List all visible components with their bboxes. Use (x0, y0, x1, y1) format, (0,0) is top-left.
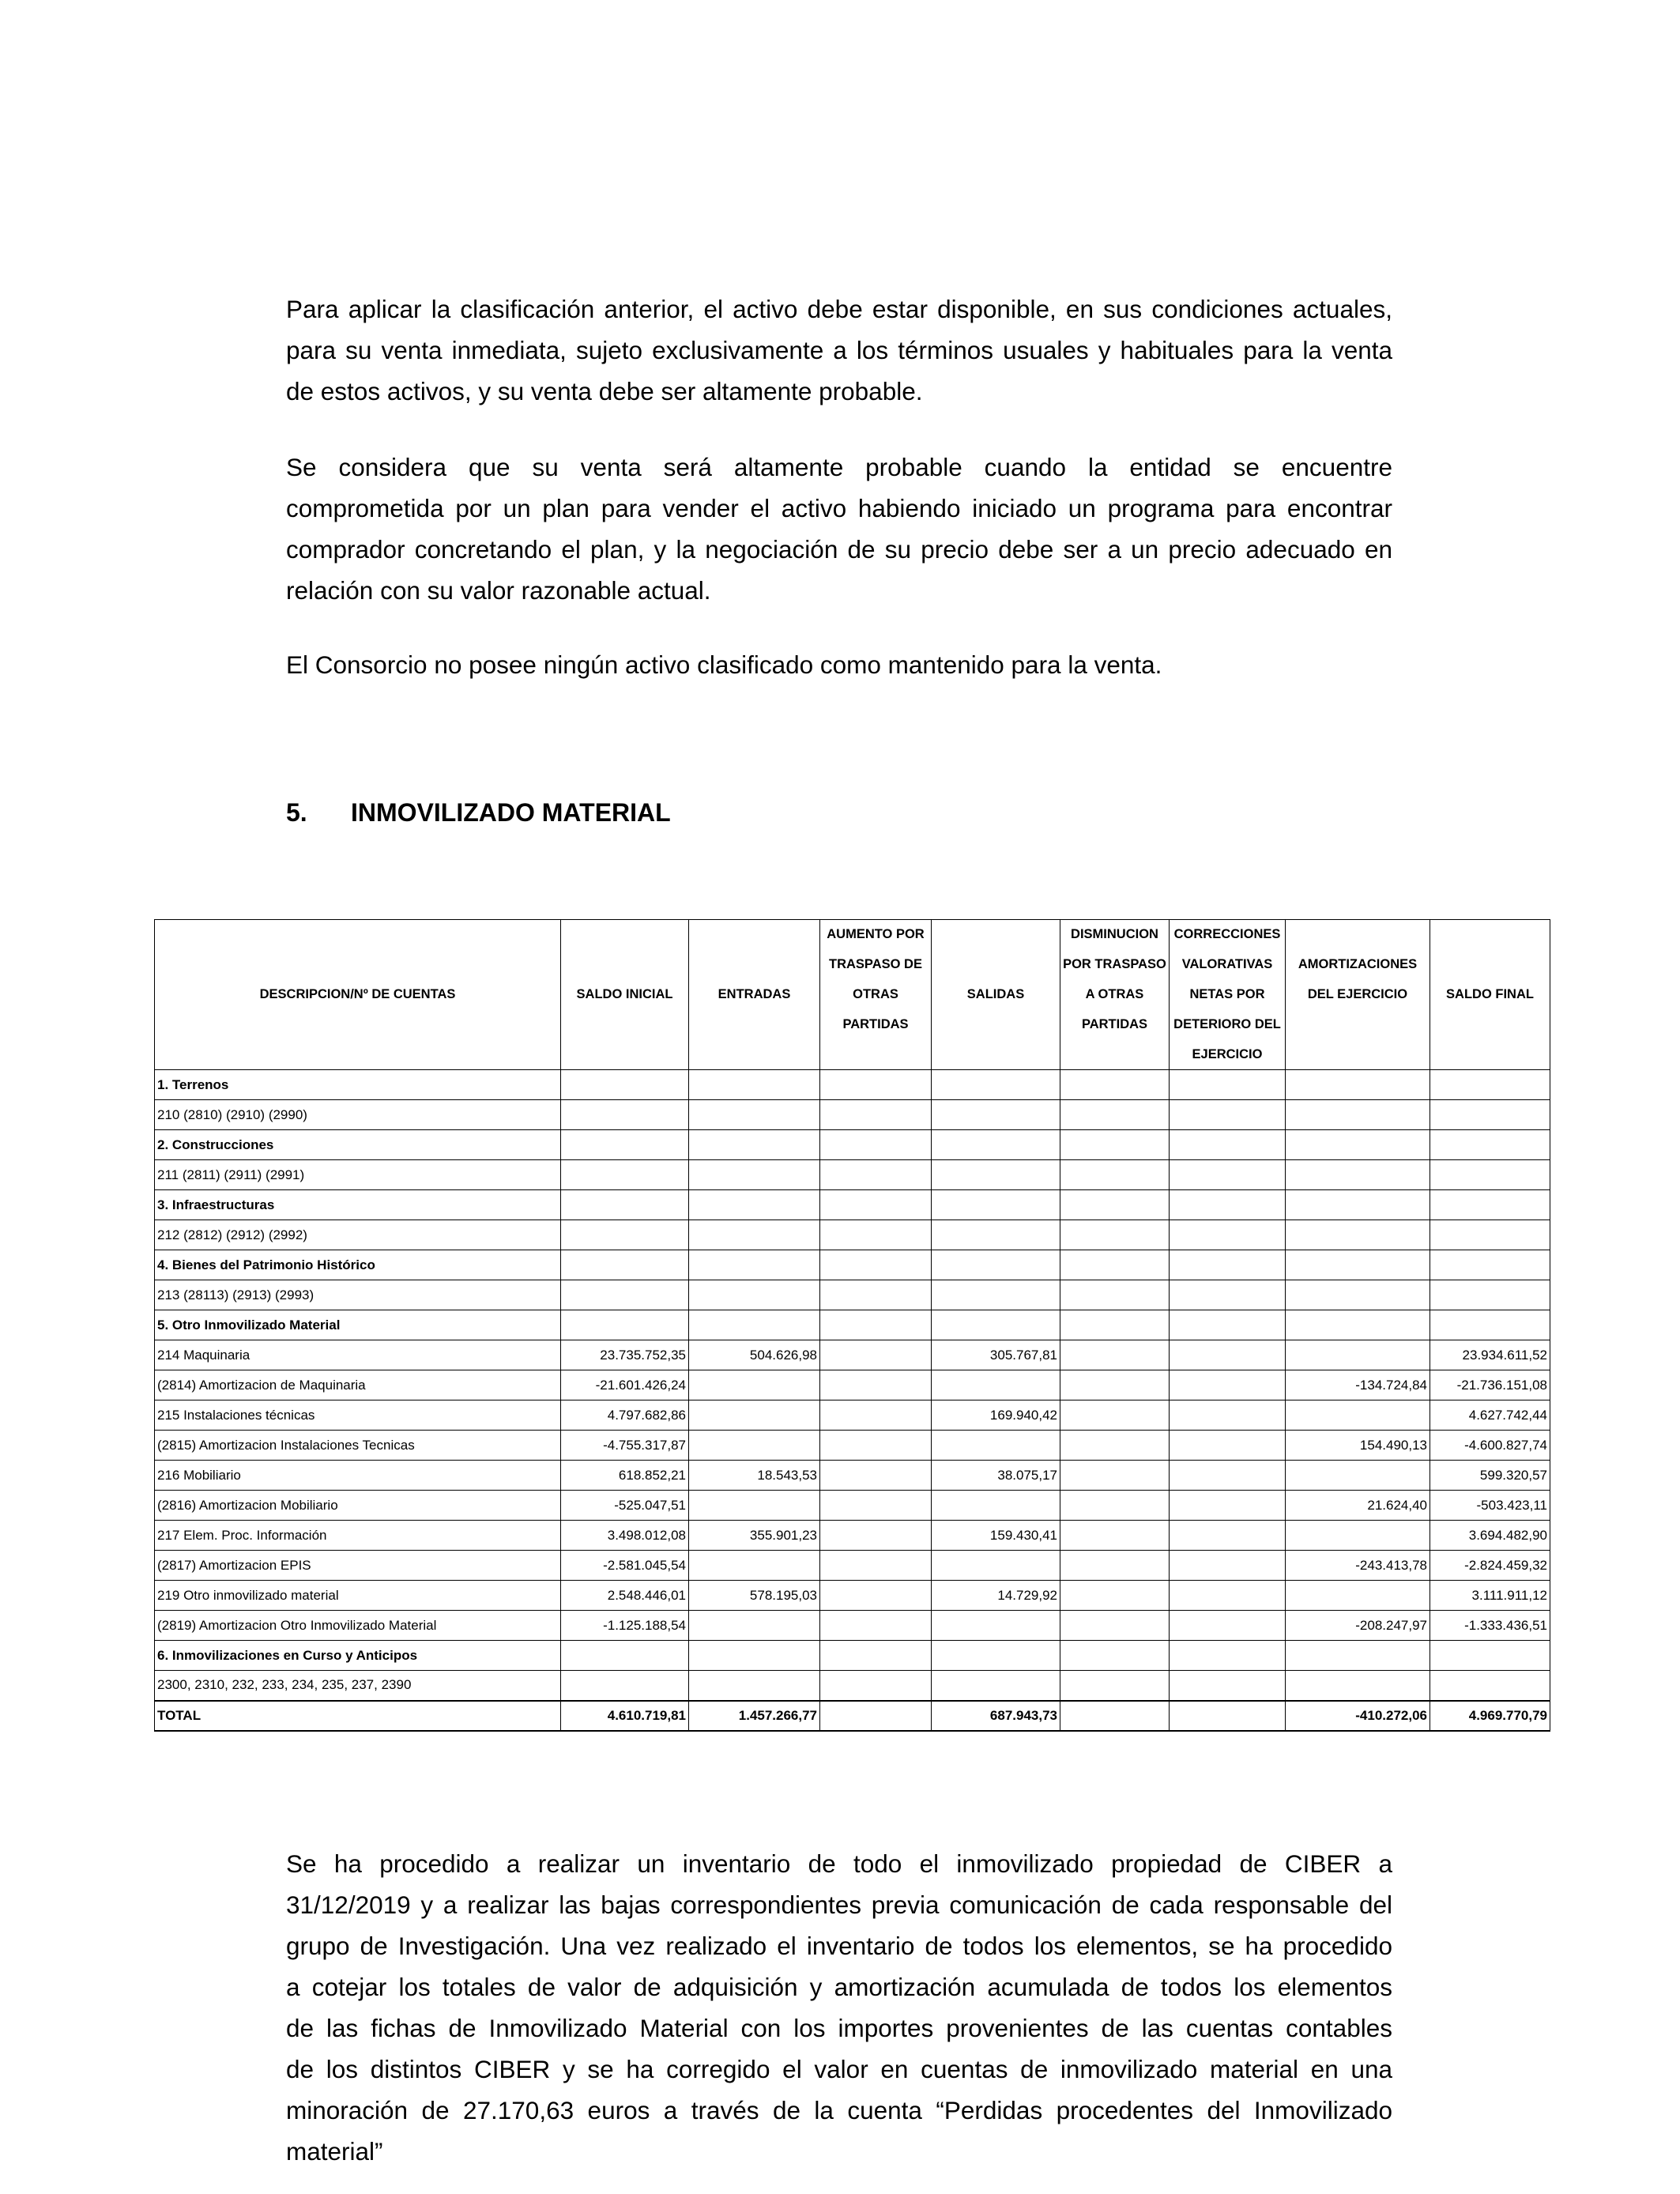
amount-cell (689, 1100, 820, 1130)
section-heading (286, 798, 671, 827)
amount-cell: 21.624,40 (1286, 1491, 1430, 1521)
amount-cell (1060, 1370, 1170, 1400)
table-row (155, 1431, 1550, 1461)
amount-cell: -4.600.827,74 (1430, 1431, 1550, 1461)
amount-cell (1170, 1280, 1286, 1310)
table-row (155, 1160, 1550, 1190)
amount-cell (820, 1671, 932, 1701)
amount-cell: -2.824.459,32 (1430, 1551, 1550, 1581)
amount-cell (1170, 1100, 1286, 1130)
text-line: comprador concretando el plan, y la negociación de su precio debe ser a un precio adecuado en (286, 535, 1392, 564)
amount-cell (1170, 1581, 1286, 1611)
amount-cell (561, 1220, 689, 1250)
amount-cell (561, 1160, 689, 1190)
amount-cell: -21.601.426,24 (561, 1370, 689, 1400)
table-row (155, 1070, 1550, 1100)
text-line: grupo de Investigación. Una vez realizado el inventario de todos los elementos, se ha procedido (286, 1932, 1392, 1960)
amount-cell (932, 1130, 1060, 1160)
account-description: 210 (2810) (2910) (2990) (155, 1100, 561, 1130)
amount-cell (1170, 1641, 1286, 1671)
amount-cell (932, 1250, 1060, 1280)
amount-cell (820, 1491, 932, 1521)
amount-cell (1060, 1611, 1170, 1641)
amount-cell (1286, 1160, 1430, 1190)
account-description: TOTAL (155, 1701, 561, 1731)
amount-cell: 3.694.482,90 (1430, 1521, 1550, 1551)
amount-cell (1060, 1701, 1170, 1731)
text-line: relación con su valor razonable actual. (286, 576, 711, 605)
amount-cell (1286, 1280, 1430, 1310)
amount-cell (1170, 1130, 1286, 1160)
table-row (155, 1521, 1550, 1551)
amount-cell (1060, 1431, 1170, 1461)
table-row (155, 1551, 1550, 1581)
amount-cell (1286, 1070, 1430, 1100)
text-line: 31/12/2019 y a realizar las bajas correspondientes previa comunicación de cada responsable del (286, 1891, 1392, 1919)
amount-cell: 23.934.611,52 (1430, 1340, 1550, 1370)
amount-cell: 2.548.446,01 (561, 1581, 689, 1611)
amount-cell (932, 1220, 1060, 1250)
table-row (155, 1641, 1550, 1671)
amount-cell (1430, 1641, 1550, 1671)
amount-cell (689, 1551, 820, 1581)
amount-cell (1170, 1521, 1286, 1551)
table-row (155, 1581, 1550, 1611)
amount-cell (820, 1070, 932, 1100)
amount-cell (561, 1130, 689, 1160)
amount-cell (1060, 1461, 1170, 1491)
account-description: 1. Terrenos (155, 1070, 561, 1100)
header-row: AUMENTO POR DISMINUCION CORRECCIONES (155, 920, 1550, 950)
account-description: 212 (2812) (2912) (2992) (155, 1220, 561, 1250)
amount-cell (1060, 1100, 1170, 1130)
fixed-assets-table (154, 919, 1550, 1732)
text-line: minoración de 27.170,63 euros a través de la cuenta “Perdidas procedentes del Inmovilizado (286, 2096, 1392, 2124)
amount-cell: -1.333.436,51 (1430, 1611, 1550, 1641)
amount-cell: 4.627.742,44 (1430, 1400, 1550, 1431)
amount-cell (689, 1190, 820, 1220)
account-description: 3. Infraestructuras (155, 1190, 561, 1220)
amount-cell: -525.047,51 (561, 1491, 689, 1521)
text-line: a cotejar los totales de valor de adquisición y amortización acumulada de todos los elementos (286, 1973, 1392, 2001)
amount-cell: -410.272,06 (1286, 1701, 1430, 1731)
text-line: material” (286, 2137, 383, 2166)
amount-cell (689, 1070, 820, 1100)
amount-cell: 23.735.752,35 (561, 1340, 689, 1370)
amount-cell (820, 1581, 932, 1611)
header-row: TRASPASO DE POR TRASPASO VALORATIVAS AMORTIZACIONES (155, 950, 1550, 980)
amount-cell: 687.943,73 (932, 1701, 1060, 1731)
amount-cell: 169.940,42 (932, 1400, 1060, 1431)
amount-cell (1430, 1310, 1550, 1340)
amount-cell (820, 1400, 932, 1431)
account-description: (2817) Amortizacion EPIS (155, 1551, 561, 1581)
account-description: 217 Elem. Proc. Información (155, 1521, 561, 1551)
amount-cell: 355.901,23 (689, 1521, 820, 1551)
account-description: 216 Mobiliario (155, 1461, 561, 1491)
amount-cell (561, 1250, 689, 1280)
amount-cell (1060, 1671, 1170, 1701)
table-row (155, 1100, 1550, 1130)
amount-cell: 18.543,53 (689, 1461, 820, 1491)
amount-cell (1060, 1641, 1170, 1671)
amount-cell: 578.195,03 (689, 1581, 820, 1611)
table-row (155, 1190, 1550, 1220)
account-description: 6. Inmovilizaciones en Curso y Anticipos (155, 1641, 561, 1671)
amount-cell (820, 1280, 932, 1310)
amount-cell (820, 1250, 932, 1280)
total-row (155, 1701, 1550, 1731)
col-header-saldo-final: SALDO FINAL (1430, 980, 1550, 1010)
amount-cell (820, 1611, 932, 1641)
amount-cell (820, 1310, 932, 1340)
account-description: 214 Maquinaria (155, 1340, 561, 1370)
header-row: EJERCICIO (155, 1040, 1550, 1070)
table-row (155, 1671, 1550, 1701)
amount-cell (561, 1190, 689, 1220)
amount-cell (689, 1220, 820, 1250)
amount-cell (820, 1370, 932, 1400)
amount-cell: -1.125.188,54 (561, 1611, 689, 1641)
amount-cell (1430, 1280, 1550, 1310)
amount-cell: 159.430,41 (932, 1521, 1060, 1551)
amount-cell: 504.626,98 (689, 1340, 820, 1370)
amount-cell (1170, 1370, 1286, 1400)
amount-cell (932, 1641, 1060, 1671)
amount-cell (820, 1220, 932, 1250)
amount-cell: 305.767,81 (932, 1340, 1060, 1370)
amount-cell (1286, 1581, 1430, 1611)
amount-cell (1286, 1190, 1430, 1220)
text-line: comprometida por un plan para vender el activo habiendo iniciado un programa para encontrar (286, 494, 1392, 522)
table-row (155, 1130, 1550, 1160)
amount-cell (1170, 1340, 1286, 1370)
amount-cell (1060, 1581, 1170, 1611)
text-line: Para aplicar la clasificación anterior, el activo debe estar disponible, en sus condiciones actuales, (286, 295, 1392, 323)
account-description: (2819) Amortizacion Otro Inmovilizado Material (155, 1611, 561, 1641)
table-row (155, 1310, 1550, 1340)
paragraph-sale-probability (286, 447, 1392, 611)
table-row (155, 1340, 1550, 1370)
amount-cell (561, 1280, 689, 1310)
amount-cell (1060, 1491, 1170, 1521)
amount-cell (561, 1671, 689, 1701)
amount-cell (1170, 1671, 1286, 1701)
amount-cell (932, 1491, 1060, 1521)
table-row (155, 1400, 1550, 1431)
amount-cell (561, 1641, 689, 1671)
account-description: 4. Bienes del Patrimonio Histórico (155, 1250, 561, 1280)
amount-cell (932, 1671, 1060, 1701)
amount-cell (1060, 1280, 1170, 1310)
amount-cell (1286, 1130, 1430, 1160)
amount-cell: 618.852,21 (561, 1461, 689, 1491)
text-line: de los distintos CIBER y se ha corregido el valor en cuentas de inmovilizado material en una (286, 2055, 1392, 2083)
amount-cell: -4.755.317,87 (561, 1431, 689, 1461)
amount-cell (1286, 1340, 1430, 1370)
amount-cell (820, 1521, 932, 1551)
paragraph-no-assets (286, 644, 1392, 685)
amount-cell (689, 1370, 820, 1400)
amount-cell (1060, 1130, 1170, 1160)
table-row (155, 1461, 1550, 1491)
amount-cell (1170, 1491, 1286, 1521)
text-line: de las fichas de Inmovilizado Material con los importes provenientes de las cuentas contables (286, 2014, 1392, 2042)
amount-cell: -134.724,84 (1286, 1370, 1430, 1400)
amount-cell (1430, 1250, 1550, 1280)
table-row (155, 1250, 1550, 1280)
amount-cell (1430, 1070, 1550, 1100)
amount-cell (932, 1190, 1060, 1220)
table-row (155, 1220, 1550, 1250)
account-description: 2300, 2310, 232, 233, 234, 235, 237, 2390 (155, 1671, 561, 1701)
amount-cell: 4.610.719,81 (561, 1701, 689, 1731)
amount-cell (561, 1070, 689, 1100)
amount-cell: 14.729,92 (932, 1581, 1060, 1611)
table-row (155, 1491, 1550, 1521)
amount-cell (689, 1280, 820, 1310)
amount-cell: -208.247,97 (1286, 1611, 1430, 1641)
amount-cell (1286, 1310, 1430, 1340)
text-line: de estos activos, y su venta debe ser altamente probable. (286, 377, 923, 405)
amount-cell (689, 1431, 820, 1461)
amount-cell (1170, 1250, 1286, 1280)
amount-cell (820, 1340, 932, 1370)
amount-cell (1170, 1190, 1286, 1220)
amount-cell (820, 1100, 932, 1130)
amount-cell (932, 1551, 1060, 1581)
paragraph-inventory (286, 1843, 1392, 2172)
col-header-salidas: SALIDAS (932, 980, 1060, 1010)
amount-cell (820, 1551, 932, 1581)
amount-cell: -503.423,11 (1430, 1491, 1550, 1521)
text-line: El Consorcio no posee ningún activo clasificado como mantenido para la venta. (286, 650, 1162, 679)
amount-cell: 3.498.012,08 (561, 1521, 689, 1551)
amount-cell (689, 1491, 820, 1521)
amount-cell (689, 1611, 820, 1641)
text-line: para su venta inmediata, sujeto exclusivamente a los términos usuales y habituales para la venta (286, 336, 1392, 364)
header-row: DESCRIPCION/Nº DE CUENTAS SALDO INICIAL ENTRADAS OTRAS SALIDAS A OTRAS NETAS POR DEL EJERCICIO SALDO FINAL (155, 980, 1550, 1010)
amount-cell: 4.969.770,79 (1430, 1701, 1550, 1731)
amount-cell (932, 1370, 1060, 1400)
section-number: 5. (286, 798, 307, 827)
amount-cell (689, 1310, 820, 1340)
amount-cell (1286, 1100, 1430, 1130)
text-line: Se ha procedido a realizar un inventario de todo el inmovilizado propiedad de CIBER a (286, 1849, 1392, 1878)
amount-cell (820, 1461, 932, 1491)
account-description: 2. Construcciones (155, 1130, 561, 1160)
amount-cell (1170, 1551, 1286, 1581)
amount-cell (1170, 1461, 1286, 1491)
account-description: 215 Instalaciones técnicas (155, 1400, 561, 1431)
amount-cell (1060, 1160, 1170, 1190)
amount-cell (1170, 1611, 1286, 1641)
amount-cell (1060, 1521, 1170, 1551)
amount-cell (1060, 1220, 1170, 1250)
amount-cell (1060, 1400, 1170, 1431)
amount-cell (1430, 1671, 1550, 1701)
amount-cell (689, 1250, 820, 1280)
amount-cell (1170, 1431, 1286, 1461)
paragraph-classification (286, 288, 1392, 412)
amount-cell: 3.111.911,12 (1430, 1581, 1550, 1611)
amount-cell (820, 1130, 932, 1160)
table-row (155, 1370, 1550, 1400)
amount-cell (561, 1100, 689, 1130)
amount-cell (1286, 1671, 1430, 1701)
amount-cell (932, 1070, 1060, 1100)
amount-cell (932, 1160, 1060, 1190)
amount-cell: 4.797.682,86 (561, 1400, 689, 1431)
table-row (155, 1611, 1550, 1641)
account-description: 211 (2811) (2911) (2991) (155, 1160, 561, 1190)
amount-cell (1060, 1340, 1170, 1370)
amount-cell (1430, 1190, 1550, 1220)
amount-cell (1170, 1070, 1286, 1100)
amount-cell (689, 1160, 820, 1190)
amount-cell: 1.457.266,77 (689, 1701, 820, 1731)
account-description: (2814) Amortizacion de Maquinaria (155, 1370, 561, 1400)
amount-cell (1430, 1160, 1550, 1190)
account-description: 5. Otro Inmovilizado Material (155, 1310, 561, 1340)
col-header-entradas: ENTRADAS (689, 980, 820, 1010)
amount-cell (1060, 1190, 1170, 1220)
account-description: 213 (28113) (2913) (2993) (155, 1280, 561, 1310)
amount-cell (1170, 1220, 1286, 1250)
amount-cell: 599.320,57 (1430, 1461, 1550, 1491)
account-description: 219 Otro inmovilizado material (155, 1581, 561, 1611)
header-row: PARTIDAS PARTIDAS DETERIORO DEL (155, 1010, 1550, 1040)
amount-cell (820, 1190, 932, 1220)
amount-cell (1430, 1220, 1550, 1250)
amount-cell (689, 1641, 820, 1671)
amount-cell (1286, 1641, 1430, 1671)
amount-cell: 38.075,17 (932, 1461, 1060, 1491)
text-line: Se considera que su venta será altamente probable cuando la entidad se encuentre (286, 453, 1392, 481)
amount-cell (1170, 1160, 1286, 1190)
amount-cell (689, 1671, 820, 1701)
amount-cell: -2.581.045,54 (561, 1551, 689, 1581)
amount-cell (1060, 1070, 1170, 1100)
amount-cell (820, 1701, 932, 1731)
amount-cell (1286, 1400, 1430, 1431)
amount-cell (1286, 1220, 1430, 1250)
amount-cell (1430, 1130, 1550, 1160)
amount-cell (1286, 1461, 1430, 1491)
amount-cell: 154.490,13 (1286, 1431, 1430, 1461)
amount-cell (1286, 1521, 1430, 1551)
account-description: (2816) Amortizacion Mobiliario (155, 1491, 561, 1521)
col-header-descripcion: DESCRIPCION/Nº DE CUENTAS (155, 980, 561, 1010)
amount-cell (1170, 1400, 1286, 1431)
amount-cell (932, 1100, 1060, 1130)
amount-cell (932, 1431, 1060, 1461)
amount-cell (1430, 1100, 1550, 1130)
col-header-saldo-inicial: SALDO INICIAL (561, 980, 689, 1010)
amount-cell (689, 1400, 820, 1431)
amount-cell (689, 1130, 820, 1160)
amount-cell (1060, 1310, 1170, 1340)
amount-cell (1060, 1250, 1170, 1280)
amount-cell (820, 1160, 932, 1190)
amount-cell (561, 1310, 689, 1340)
amount-cell (932, 1280, 1060, 1310)
amount-cell (1060, 1551, 1170, 1581)
amount-cell: -243.413,78 (1286, 1551, 1430, 1581)
table-row (155, 1280, 1550, 1310)
section-title: INMOVILIZADO MATERIAL (351, 798, 671, 827)
amount-cell (820, 1431, 932, 1461)
amount-cell: -21.736.151,08 (1430, 1370, 1550, 1400)
amount-cell (1286, 1250, 1430, 1280)
amount-cell (820, 1641, 932, 1671)
amount-cell (932, 1611, 1060, 1641)
amount-cell (932, 1310, 1060, 1340)
amount-cell (1170, 1701, 1286, 1731)
amount-cell (1170, 1310, 1286, 1340)
account-description: (2815) Amortizacion Instalaciones Tecnicas (155, 1431, 561, 1461)
